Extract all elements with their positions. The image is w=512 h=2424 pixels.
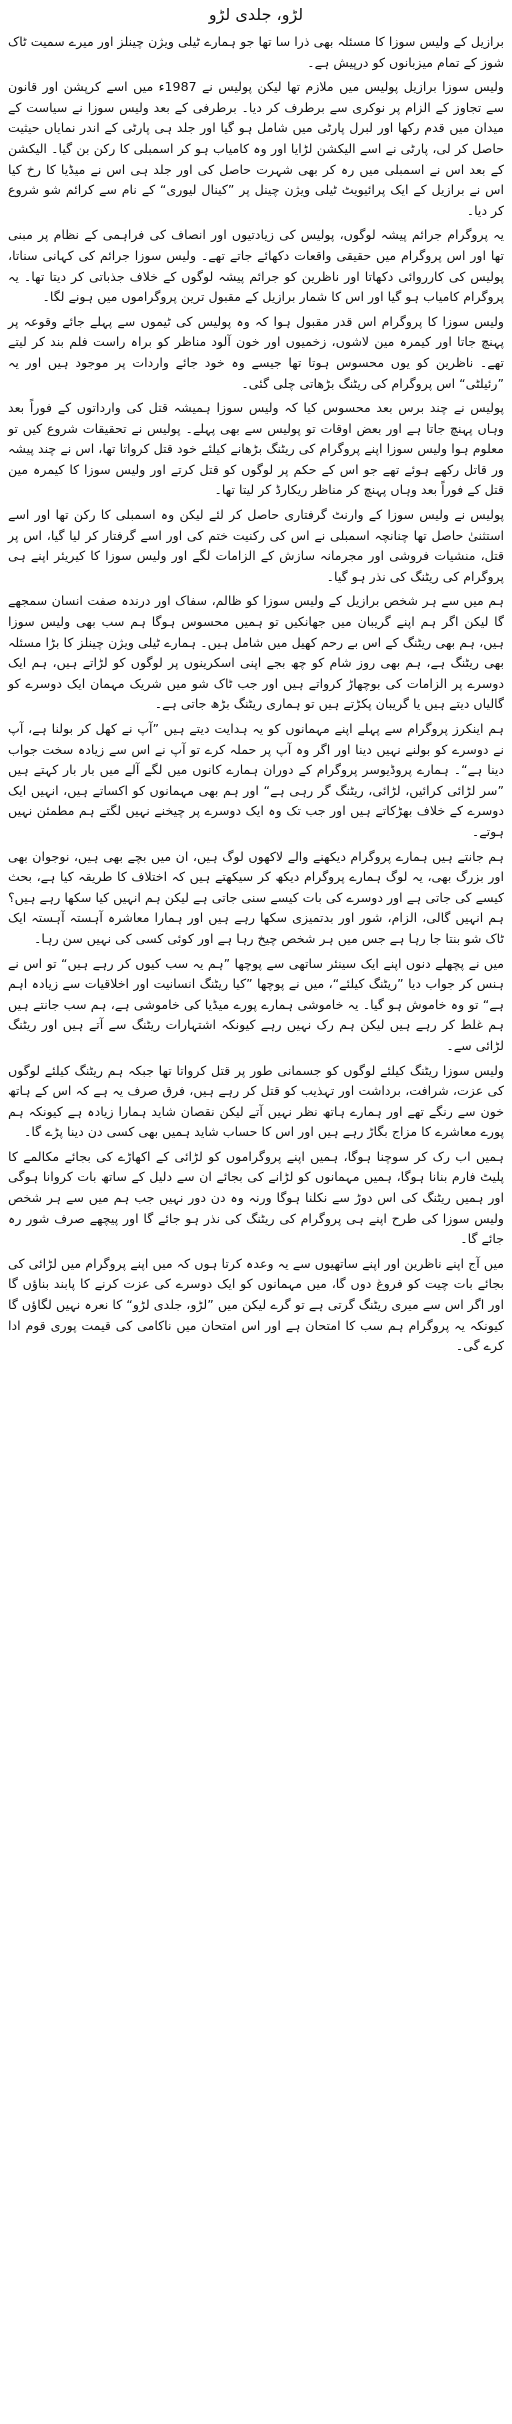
article-paragraph: میں آج اپنے ناظرین اور اپنے ساتھیوں سے یہ وعدہ کرتا ہوں کہ میں اپنے پروگرام میں لڑائی کی بجائے بات چیت کو فروغ دوں گا، میں مہمانوں کو ایک دوسرے کی عزت کرنے کا پابند بناؤں گا اور اگر اس سے میری ریٹنگ گرتی ہے تو گرے لیکن میں ”لڑو، جلدی لڑو“ کا نعرہ نہیں لگاؤں گا کیونکہ یہ پروگرام ہم سب کا امتحان ہے اور اس امتحان میں ناکامی کی قیمت پوری قوم ادا کرے گی۔ — [8, 1255, 504, 1354]
article-paragraph: پولیس نے چند برس بعد محسوس کیا کہ ولیس سوزا ہمیشہ قتل کی وارداتوں کے فوراً بعد وہاں پہنچ جاتا ہے اور بعض اوقات تو پولیس سے بھی پہلے۔ پولیس نے تحقیقات شروع کیں تو معلوم ہوا ولیس سوزا اپنے پروگرام کی ریٹنگ بڑھانے کیلئے خود قتل کرواتا تھا، اس نے چند پیشہ ور قاتل رکھے ہوئے تھے جو اس کے حکم پر لوگوں کو قتل کرتے اور ولیس سوزا کا کیمرہ مین قتل کے فوراً بعد وہاں پہنچ کر مناظر ریکارڈ کر لیتا تھا۔ — [8, 400, 504, 498]
article-paragraph: ولیس سوزا برازیل پولیس میں ملازم تھا لیکن پولیس نے 1987ء میں اسے کرپشن اور قانون سے تجاوز کے الزام پر نوکری سے برطرف کر دیا۔ برطرفی کے بعد ولیس سوزا نے سیاست کے میدان میں قدم رکھا اور لبرل پارٹی میں شامل ہو گیا اور جلد ہی پارٹی کے اندر نمایاں حیثیت حاصل کر لی، پارٹی نے اسے الیکشن لڑایا اور وہ کامیاب ہو کر اسمبلی کا رکن بن گیا۔ الیکشن کے بعد اس نے اسمبلی میں رہ کر بھی شہرت حاصل کی اور جلد ہی اس نے میڈیا کا رخ کیا اس نے برازیل کے ایک پرائیویٹ ٹیلی ویژن چینل پر ”کینال لیوری“ کے نام سے کرائم شو شروع کر دیا۔ — [8, 79, 504, 218]
article-paragraph: میں نے پچھلے دنوں اپنے ایک سینئر ساتھی سے پوچھا ”ہم یہ سب کیوں کر رہے ہیں“ تو اس نے ہنس کر جواب دیا ”ریٹنگ کیلئے“، میں نے پوچھا ”کیا ریٹنگ انسانیت اور اخلاقیات سے زیادہ اہم ہے“ تو وہ خاموش ہو گیا۔ یہ خاموشی ہمارے پورے میڈیا کی خاموشی ہے، ہم سب جانتے ہیں ہم غلط کر رہے ہیں لیکن ہم رک نہیں رہے کیونکہ اشتہارات ریٹنگ سے آتے ہیں اور ریٹنگ لڑائی سے۔ — [8, 955, 504, 1053]
article-body — [8, 32, 504, 1357]
article-paragraph: ہم جانتے ہیں ہمارے پروگرام دیکھنے والے لاکھوں لوگ ہیں، ان میں بچے بھی ہیں، نوجوان بھی اور بزرگ بھی، یہ لوگ ہمارے پروگرام دیکھ کر سیکھتے ہیں کہ اختلاف کا طریقہ کیا ہے، بحث کیسے کی جاتی ہے اور دوسرے کی بات کیسے سنی جاتی ہے لیکن ہم انہیں کیا سکھا رہے ہیں؟ ہم انہیں گالی، الزام، شور اور بدتمیزی سکھا رہے ہیں اور ہمارا معاشرہ آہستہ آہستہ ایک ٹاک شو بنتا جا رہا ہے جس میں ہر شخص چیخ رہا ہے اور کوئی کسی کی نہیں سن رہا۔ — [8, 848, 504, 946]
article-paragraph: ولیس سوزا کا پروگرام اس قدر مقبول ہوا کہ وہ پولیس کی ٹیموں سے پہلے جائے وقوعہ پر پہنچ جاتا اور کیمرہ مین لاشوں، زخمیوں اور خون آلود مناظر کو براہ راست فلم بند کر لیتے تھے۔ ناظرین کو یوں محسوس ہوتا تھا جیسے وہ خود جائے واردات پر موجود ہیں اور یہ ”رئیلٹی“ اس پروگرام کی ریٹنگ بڑھاتی چلی گئی۔ — [8, 313, 504, 391]
article-paragraph: ہمیں اب رک کر سوچنا ہوگا، ہمیں اپنے پروگراموں کو لڑائی کے اکھاڑے کی بجائے مکالمے کا پلیٹ فارم بنانا ہوگا، ہمیں مہمانوں کو لڑانے کی بجائے ان سے دلیل کے ساتھ بات کروانا ہوگی اور ہمیں ریٹنگ کی اس دوڑ سے نکلنا ہوگا ورنہ وہ دن دور نہیں جب ہم میں سے ہر شخص ولیس سوزا کی طرح اپنے ہی پروگرام کی ریٹنگ کی نذر ہو جائے گا اور پیچھے صرف شور رہ جائے گا۔ — [8, 1148, 504, 1247]
article-paragraph: یہ پروگرام جرائم پیشہ لوگوں، پولیس کی زیادتیوں اور انصاف کی فراہمی کے نظام پر مبنی تھا اور اس پروگرام میں حقیقی واقعات دکھائے جاتے تھے۔ ولیس سوزا جرائم کی کہانی سناتا، پولیس کی کارروائی دکھاتا اور ناظرین کو جرائم پیشہ لوگوں کے خلاف جذباتی کر دیتا تھا۔ یہ پروگرام کامیاب ہو گیا اور اس کا شمار برازیل کے مقبول ترین پروگراموں میں ہونے لگا۔ — [8, 227, 504, 305]
article-paragraph: پولیس نے ولیس سوزا کے وارنٹ گرفتاری حاصل کر لئے لیکن وہ اسمبلی کا رکن تھا اور اسے استثنیٰ حاصل تھا چنانچہ اسمبلی نے اس کی رکنیت ختم کی اور اسے گرفتار کر لیا گیا، اس پر قتل، منشیات فروشی اور مجرمانہ سازش کے الزامات لگے اور ولیس سوزا کا کیریئر اپنے ہی پروگرام کی ریٹنگ کی نذر ہو گیا۔ — [8, 507, 504, 584]
article-paragraph: برازیل کے ولیس سوزا کا مسئلہ بھی ذرا سا تھا جو ہمارے ٹیلی ویژن چینلز اور میرے سمیت ٹاک شوز کے تمام میزبانوں کو درپیش ہے۔ — [8, 34, 504, 70]
article-title: لڑو، جلدی لڑو — [208, 5, 304, 24]
article-paragraph: ہم اینکرز پروگرام سے پہلے اپنے مہمانوں کو یہ ہدایت دیتے ہیں ”آپ نے کھل کر بولنا ہے، آپ نے دوسرے کو بولنے نہیں دینا اور اگر وہ آپ پر حملہ کرے تو آپ نے اس سے زیادہ سخت جواب دینا ہے“۔ ہمارے پروڈیوسر پروگرام کے دوران ہمارے کانوں میں لگے آلے میں بار بار کہتے ہیں ”سر لڑائی کرائیں، لڑائی، ریٹنگ گر رہی ہے“ اور ہم بھی مہمانوں کو اکساتے ہیں، انہیں ایک دوسرے کے خلاف بھڑکاتے ہیں اور جب تک وہ ایک دوسرے پر چیخنے نہیں لگتے ہم مطمئن نہیں ہوتے۔ — [8, 721, 504, 839]
article-paragraph: ولیس سوزا ریٹنگ کیلئے لوگوں کو جسمانی طور پر قتل کرواتا تھا جبکہ ہم ریٹنگ کیلئے لوگوں کی عزت، شرافت، برداشت اور تہذیب کو قتل کر رہے ہیں، فرق صرف یہ ہے کہ اس کے ہاتھ خون سے رنگے تھے اور ہمارے ہاتھ نظر نہیں آتے لیکن نقصان شاید ہمارا زیادہ ہے کیونکہ ہم پورے معاشرے کا مزاج بگاڑ رہے ہیں اور اس کا حساب شاید ہمیں بھی کسی دن دینا پڑے گا۔ — [8, 1062, 504, 1140]
article-paragraph: ہم میں سے ہر شخص برازیل کے ولیس سوزا کو ظالم، سفاک اور درندہ صفت انسان سمجھے گا لیکن اگر ہم اپنے گریبان میں جھانکیں تو ہمیں محسوس ہوگا ہم سب بھی ولیس سوزا ہیں، ہم بھی ریٹنگ کے اس بے رحم کھیل میں شامل ہیں۔ ہمارے ٹیلی ویژن چینلز کا بڑا مسئلہ بھی ریٹنگ ہے، ہم بھی روز شام کو چھ بجے اپنی اسکرینوں پر لوگوں کو لڑاتے ہیں، ہم ایک دوسرے پر الزامات کی بوچھاڑ کرواتے ہیں اور جب ٹاک شو میں شریک مہمان ایک دوسرے کو گالیاں دیتے ہیں یا گریبان پکڑتے ہیں تو ہماری ریٹنگ بڑھ جاتی ہے۔ — [8, 593, 504, 712]
